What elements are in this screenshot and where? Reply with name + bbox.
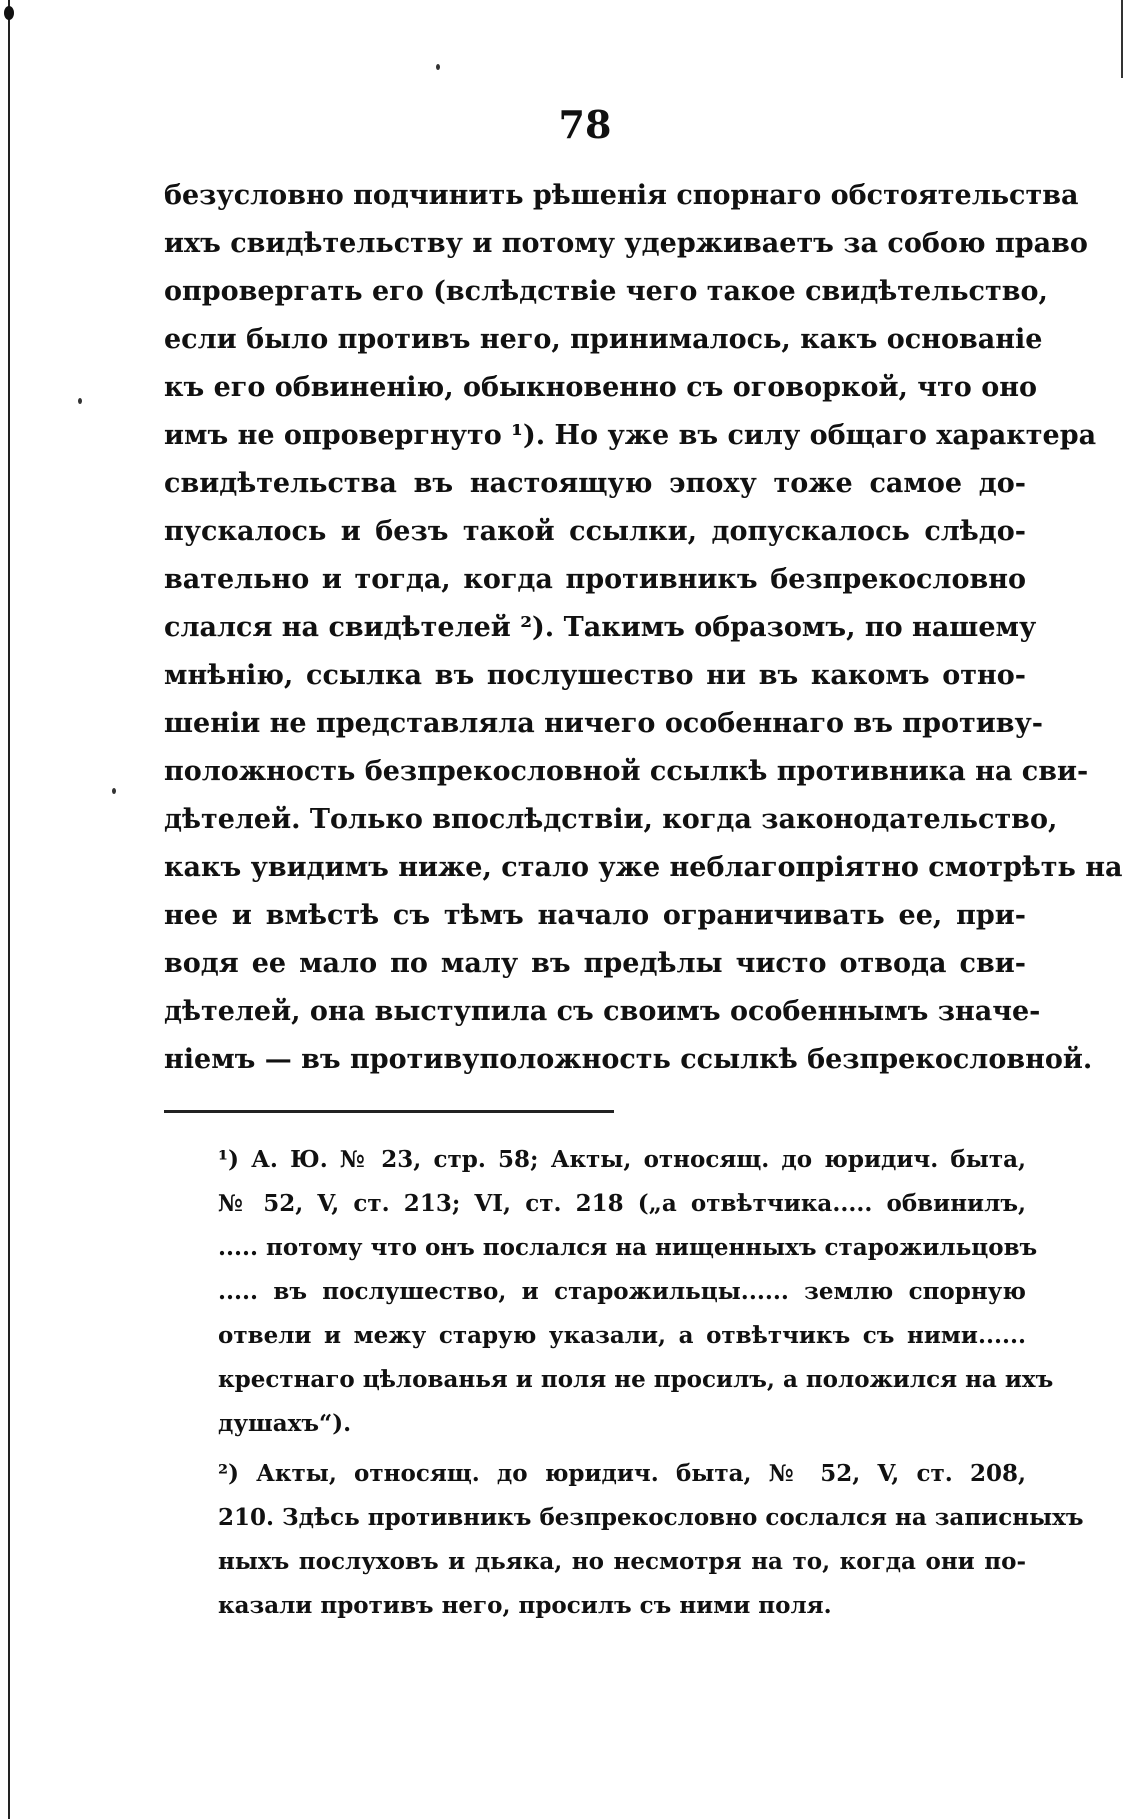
- text-line: водя ее мало по малу въ предѣлы чисто отвода сви-: [164, 948, 1026, 979]
- text-line: къ его обвиненію, обыкновенно съ оговоркой, что оно: [164, 372, 1037, 403]
- text-line: опровергать его (вслѣдствіе чего такое свидѣтельство,: [164, 276, 1048, 307]
- footnote-line: ²) Акты, относящ. до юридич. быта, № 52, V, ст. 208,: [218, 1460, 1026, 1487]
- footnote-1: [218, 1138, 1054, 1446]
- footnote-line: казали противъ него, просилъ съ ними поля.: [218, 1592, 832, 1619]
- text-line: нее и вмѣстѣ съ тѣмъ начало ограничивать ее, при-: [164, 900, 1026, 931]
- text-line: слался на свидѣтелей ²). Такимъ образомъ, по нашему: [164, 612, 1037, 643]
- text-line: положность безпрекословной ссылкѣ противника на сви-: [164, 756, 1089, 787]
- footnote-line: ..... потому что онъ послался на нищенныхъ старожильцовъ: [218, 1234, 1038, 1261]
- footnote-separator: [164, 1110, 614, 1113]
- ink-speck: [78, 398, 82, 404]
- text-line: имъ не опровергнуто ¹). Но уже въ силу общаго характера: [164, 420, 1097, 451]
- text-line: мнѣнію, ссылка въ послушество ни въ какомъ отно-: [164, 660, 1026, 691]
- footnote-line: ¹) А. Ю. № 23, стр. 58; Акты, относящ. до юридич. быта,: [218, 1146, 1026, 1173]
- text-line: дѣтелей. Только впослѣдствіи, когда законодательство,: [164, 804, 1058, 835]
- page-left-edge: [8, 0, 10, 1819]
- footnote-line: душахъ“).: [218, 1410, 352, 1437]
- text-line: ихъ свидѣтельству и потому удерживаетъ за собою право: [164, 228, 1088, 259]
- text-line: пускалось и безъ такой ссылки, допускалось слѣдо-: [164, 516, 1026, 547]
- main-text: [164, 172, 1123, 1084]
- footnote-line: крестнаго цѣлованья и поля не просилъ, а положился на ихъ: [218, 1366, 1054, 1393]
- text-line: шеніи не представляла ничего особеннаго въ противу-: [164, 708, 1043, 739]
- text-line: вательно и тогда, когда противникъ безпрекословно: [164, 564, 1026, 595]
- text-line: какъ увидимъ ниже, стало уже неблагопріятно смотрѣть на: [164, 852, 1123, 883]
- footnote-line: № 52, V, ст. 213; VI, ст. 218 („а отвѣтчика..... обвинилъ,: [218, 1190, 1026, 1217]
- footnote-line: отвели и межу старую указали, а отвѣтчикъ съ ними......: [218, 1322, 1026, 1349]
- page-number: 78: [558, 102, 612, 147]
- footnote-2: [218, 1452, 1084, 1628]
- footnote-line: 210. Здѣсь противникъ безпрекословно сослался на записныхъ: [218, 1504, 1084, 1531]
- text-line: дѣтелей, она выступила съ своимъ особеннымъ значе-: [164, 996, 1041, 1027]
- text-line: свидѣтельства въ настоящую эпоху тоже самое до-: [164, 468, 1026, 499]
- footnote-line: ныхъ послуховъ и дьяка, но несмотря на то, когда они по-: [218, 1548, 1026, 1575]
- footnotes: [218, 1138, 1084, 1628]
- page-right-edge: [1121, 0, 1123, 78]
- binding-mark: [4, 6, 14, 20]
- text-line: если было противъ него, принималось, какъ основаніе: [164, 324, 1043, 355]
- text-line: ніемъ — въ противуположность ссылкѣ безпрекословной.: [164, 1044, 1093, 1075]
- ink-speck: [436, 64, 440, 70]
- footnote-line: ..... въ послушество, и старожильцы...... землю спорную: [218, 1278, 1026, 1305]
- ink-speck: [112, 788, 116, 794]
- text-line: безусловно подчинить рѣшенія спорнаго обстоятельства: [164, 180, 1079, 211]
